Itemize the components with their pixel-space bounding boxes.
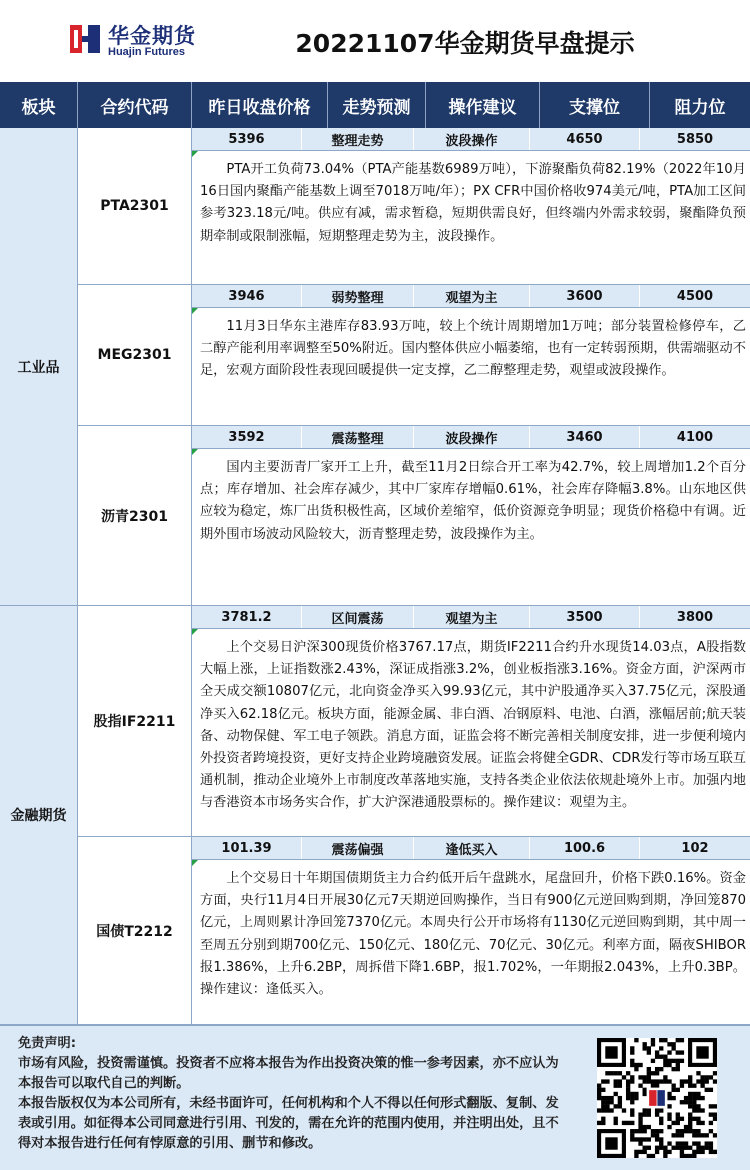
analysis-text: 11月3日华东主港库存83.93万吨，较上个统计周期增加1万吨；部分装置检修停车，乙二醇产能利用率调整至50%附近。国内整体供应小幅萎缩，也有一定转弱预期，供需端驱动不足，宏观方面阶段性表现回暖提供一定支撑，乙二醇整理走势，观望或波段操作。 — [192, 308, 750, 425]
comment-marker-icon — [192, 308, 198, 314]
company-logo — [68, 20, 218, 62]
support: 3500 — [530, 606, 640, 628]
support: 3600 — [530, 285, 640, 307]
contract-code: 国债T2212 — [78, 837, 192, 1024]
category-industrial: 工业品 — [0, 128, 78, 606]
col-support: 支撑位 — [540, 82, 650, 128]
support: 3460 — [530, 426, 640, 448]
logo-english-name: Huajin Futures — [108, 46, 186, 58]
row-values — [192, 606, 750, 629]
table-row — [78, 128, 750, 285]
disclaimer-text — [18, 1034, 563, 1154]
table-row — [78, 285, 750, 426]
resistance: 102 — [681, 840, 709, 856]
row-values — [192, 426, 750, 449]
contract-code: 沥青2301 — [78, 426, 192, 605]
disclaimer-section — [0, 1025, 750, 1170]
col-advice: 操作建议 — [426, 82, 540, 128]
disclaimer-copyright: 本报告版权仅为本公司所有，未经书面许可，任何机构和个人不得以任何形式翻版、复制、发表或引用。如征得本公司同意进行引用、刊发的，需在允许的范围内使用，并注明出处，且不得对本报告进行任何有悖原意的引用、删节和修改。 — [18, 1096, 559, 1151]
comment-marker-icon — [192, 151, 198, 157]
prev-close: 101.39 — [192, 837, 302, 859]
prev-close: 3946 — [192, 285, 302, 307]
comment-marker-icon — [192, 629, 198, 635]
table-row — [78, 606, 750, 837]
prev-close: 5396 — [192, 128, 302, 150]
table-row — [78, 837, 750, 1025]
trend-forecast: 区间震荡 — [302, 606, 414, 628]
table-row — [78, 426, 750, 606]
trend-forecast: 震荡整理 — [302, 426, 414, 448]
category-financial: 金融期货 — [0, 606, 78, 1025]
col-contract-code: 合约代码 — [78, 82, 192, 128]
analysis-text: 国内主要沥青厂家开工上升，截至11月2日综合开工率为42.7%，较上周增加1.2个百分点；库存增加、社会库存减少，其中厂家库存增幅0.61%，社会库存降幅3.8%。山东地区供应较为稳定，炼厂出货积极性高，区域价差缩窄，低价资源竞争明显；现货价格稳中有调。近期外围市场波动风险较大，沥青整理走势，波段操作为主。 — [192, 449, 750, 605]
qr-code-icon — [597, 1038, 717, 1158]
resistance: 5850 — [676, 131, 714, 147]
disclaimer-risk-note: 市场有风险，投资需谨慎。投资者不应将本报告为作出投资决策的惟一参考因素，亦不应认为本报告可以取代自己的判断。 — [18, 1056, 559, 1091]
header — [0, 0, 750, 82]
advice: 波段操作 — [414, 426, 530, 448]
analysis-text: PTA开工负荷73.04%（PTA产能基数6989万吨），下游聚酯负荷82.19%（2022年10月16日国内聚酯产能基数上调至7018万吨/年）；PX CFR中国价格收974美元/吨，PTA加工区间参考323.18元/吨。供应有减，需求暂稳，短期供需良好，但终端内外需求较弱，聚酯降负预期牵制或限制涨幅，短期整理走势为主，波段操作。 — [192, 151, 750, 284]
analysis-text: 上个交易日沪深300现货价格3767.17点，期货IF2211合约升水现货14.03点，A股指数大幅上涨，上证指数涨2.43%，深证成指涨3.2%，创业板指涨3.16%。资金方面，沪深两市全天成交额10807亿元，北向资金净买入99.93亿元，其中沪股通净买入37.75亿元，深股通净买入62.18亿元。板块方面，能源金属、非白酒、冶钢原料、电池、白酒，涨幅居前;航天装备、动物保健、军工电子领跌。消息方面，证监会将不断完善相关制度安排，进一步便利境内外投资者跨境投资，更好支持企业跨境融资发展。证监会将健全GDR、CDR发行等市场互联互通机制，推动企业境外上市制度改革落地实施，支持各类企业依法依规赴境外上市。加强内地与香港资本市场务实合作，扩大沪深港通股票标的。操作建议：观望为主。 — [192, 629, 750, 836]
comment-marker-icon — [192, 860, 198, 866]
contract-code: MEG2301 — [78, 285, 192, 425]
support: 100.6 — [530, 837, 640, 859]
page-title: 20221107华金期货早盘提示 — [295, 29, 635, 58]
analysis-text: 上个交易日十年期国债期货主力合约低开后午盘跳水，尾盘回升，价格下跌0.16%。资金方面，央行11月4日开展30亿元7天期逆回购操作，当日有900亿元逆回购到期，净回笼870亿元，上周则累计净回笼7370亿元。本周央行公开市场将有1130亿元逆回购到期，其中周一至周五分别到期700亿元、150亿元、180亿元、70亿元、30亿元。利率方面，隔夜SHIBOR报1.386%，上升6.2BP，周拆借下降1.6BP，报1.702%，一年期报2.043%，上升0.3BP。操作建议：逢低买入。 — [192, 860, 750, 1024]
advice: 波段操作 — [414, 128, 530, 150]
comment-marker-icon — [192, 449, 198, 455]
col-sector: 板块 — [0, 82, 78, 128]
row-values — [192, 285, 750, 308]
col-trend-forecast: 走势预测 — [328, 82, 426, 128]
contract-code: 股指IF2211 — [78, 606, 192, 836]
resistance: 4500 — [676, 288, 714, 304]
advice: 逢低买入 — [414, 837, 530, 859]
advice: 观望为主 — [414, 285, 530, 307]
resistance: 4100 — [676, 429, 714, 445]
logo-chinese-name: 华金期货 — [108, 24, 196, 48]
disclaimer-title: 免责声明: — [18, 1036, 77, 1051]
col-prev-close: 昨日收盘价格 — [192, 82, 328, 128]
contract-code: PTA2301 — [78, 128, 192, 284]
support: 4650 — [530, 128, 640, 150]
huajin-logo-icon — [68, 22, 102, 56]
row-values — [192, 837, 750, 860]
trend-forecast: 震荡偏强 — [302, 837, 414, 859]
advice: 观望为主 — [414, 606, 530, 628]
resistance: 3800 — [676, 609, 714, 625]
trend-forecast: 弱势整理 — [302, 285, 414, 307]
prev-close: 3592 — [192, 426, 302, 448]
column-header-bar — [0, 82, 750, 128]
col-resistance: 阻力位 — [674, 97, 726, 118]
prev-close: 3781.2 — [192, 606, 302, 628]
row-values — [192, 128, 750, 151]
trend-forecast: 整理走势 — [302, 128, 414, 150]
